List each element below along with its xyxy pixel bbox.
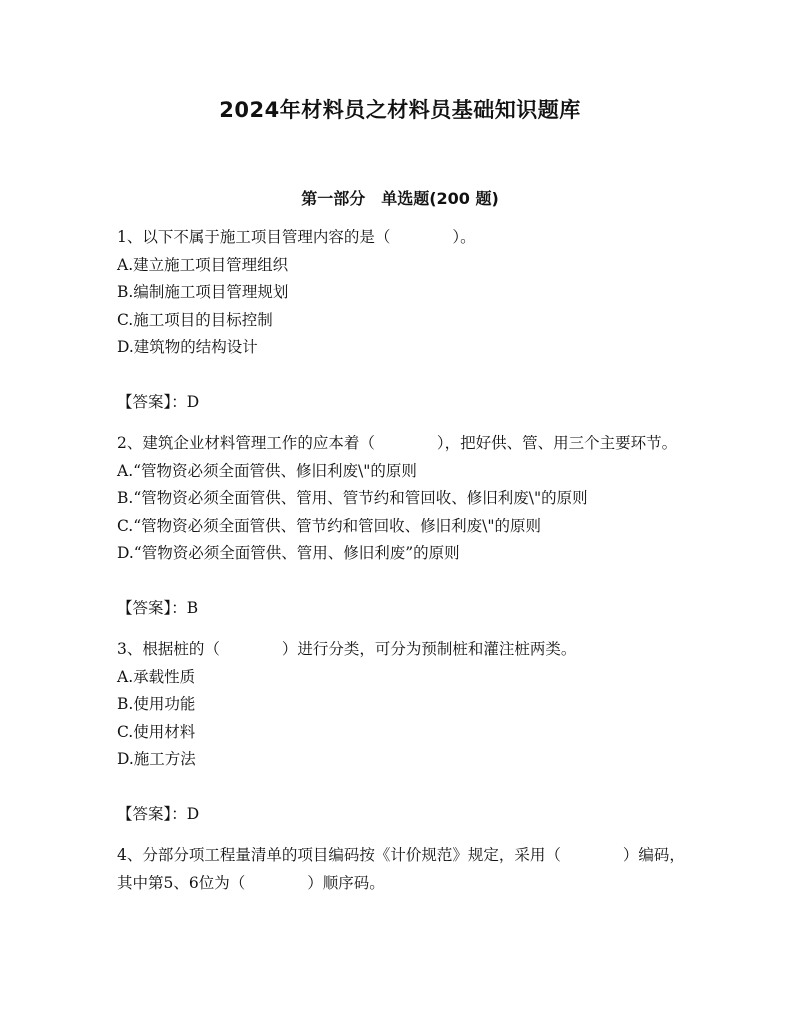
question-stem: 3、根据桩的（ ）进行分类，可分为预制桩和灌注桩两类。 [117,640,577,658]
option-b: B.编制施工项目管理规划 [117,283,289,301]
section-title: 第一部分 单选题(200 题) [301,189,499,208]
answer-value: B [186,598,199,617]
answer-label: 【答案】： [117,598,187,617]
question-3 [117,636,687,774]
option-d: D.施工方法 [117,750,196,768]
answer-3 [117,801,687,829]
option-b: B.“管物资必须全面管供、管用、管节约和管回收、修旧利废\"的原则 [117,489,588,507]
option-a: A.建立施工项目管理组织 [117,255,289,274]
question-4 [117,842,687,897]
option-d: D.建筑物的结构设计 [117,338,258,356]
option-c: C.使用材料 [117,722,196,741]
question-stem: 1、以下不属于施工项目管理内容的是（ ）。 [117,228,476,246]
option-c: C.施工项目的目标控制 [117,310,273,329]
option-a: A.“管物资必须全面管供、修旧利废\"的原则 [117,461,417,480]
question-stem: 2、建筑企业材料管理工作的应本着（ ），把好供、管、用三个主要环节。 [117,434,678,452]
option-b: B.使用功能 [117,695,196,713]
option-d: D.“管物资必须全面管供、管用、修旧利废”的原则 [117,544,460,562]
answer-value: D [186,392,200,411]
answer-2 [117,595,687,623]
question-1 [117,224,687,362]
option-c: C.“管物资必须全面管供、管节约和管回收、修旧利废\"的原则 [117,516,542,535]
answer-value: D [186,804,200,823]
option-a: A.承载性质 [117,667,196,686]
answer-label: 【答案】： [117,392,187,411]
question-list [117,224,687,897]
answer-1 [117,389,687,417]
question-stem: 4、分部分项工程量清单的项目编码按《计价规范》规定，采用（ ）编码，其中第5、6位为（ ）顺序码。 [117,846,685,892]
answer-label: 【答案】： [117,804,187,823]
document-title: 2024年材料员之材料员基础知识题库 [219,98,581,122]
question-2 [117,430,687,568]
